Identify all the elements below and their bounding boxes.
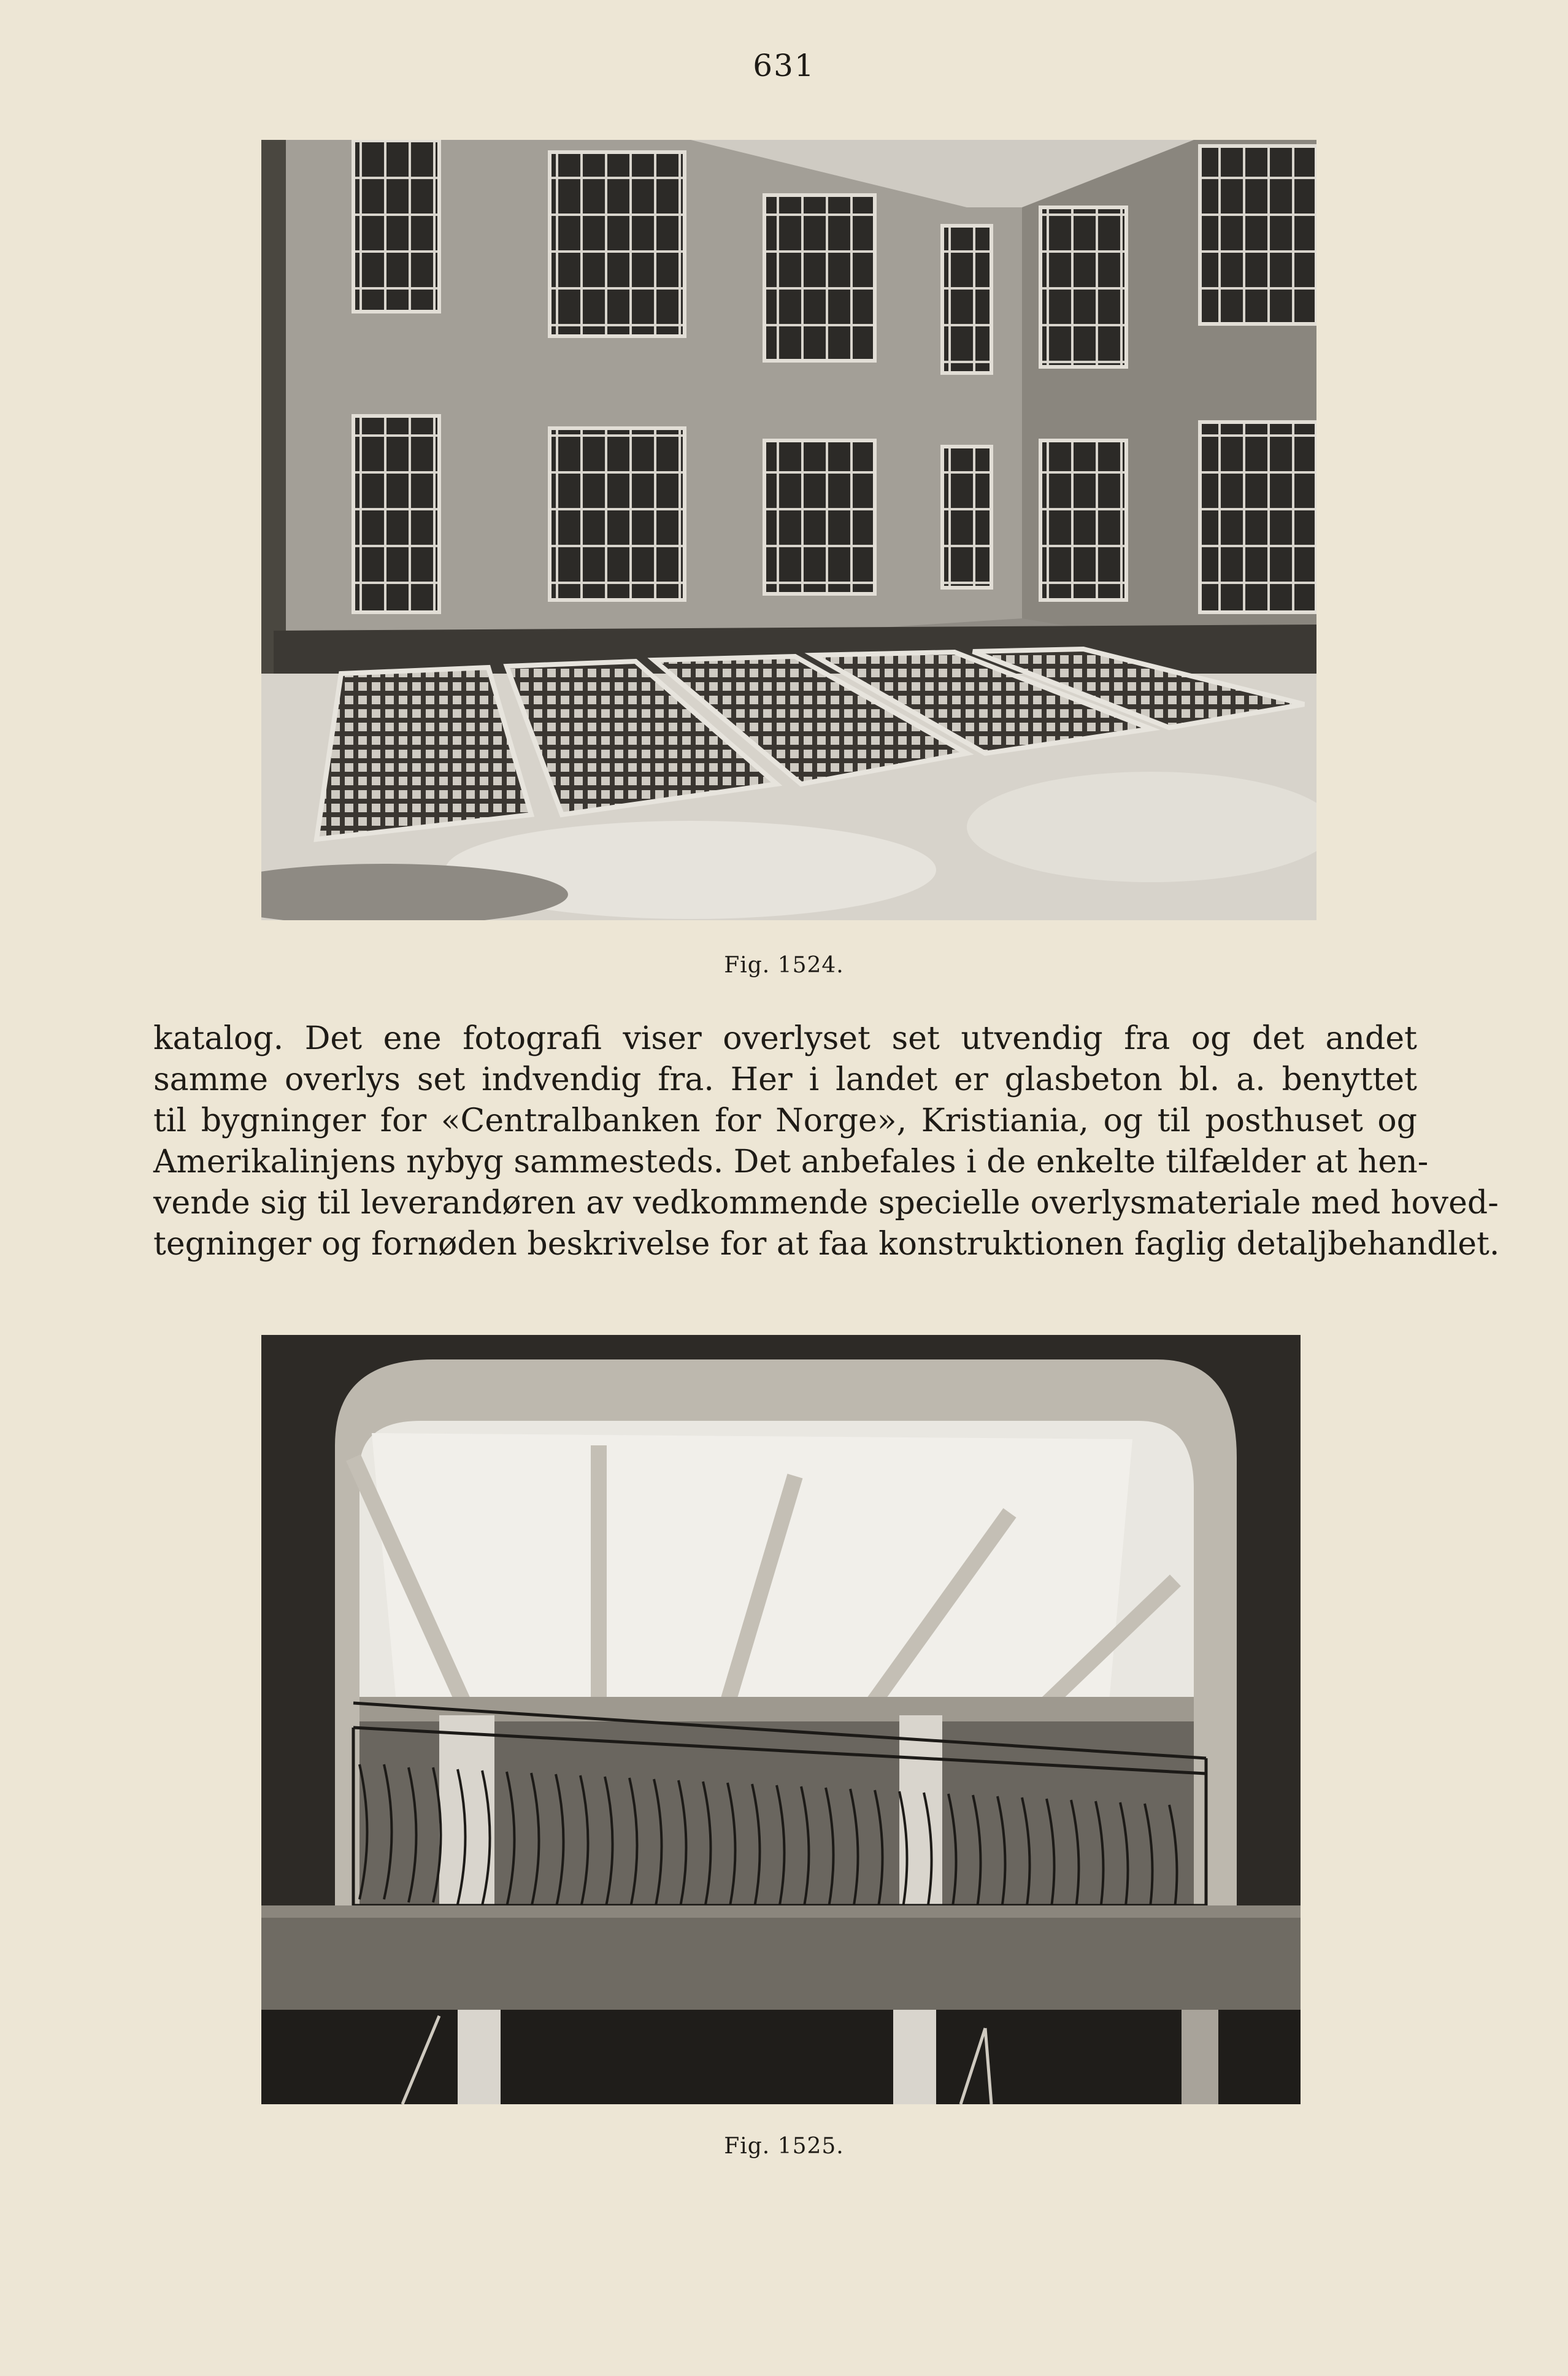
body-line: vende sig til leverandøren av vedkommende specielle overlysmateriale med hoved- xyxy=(153,1185,1499,1221)
figure-1524-photo xyxy=(261,140,1316,920)
page-number: 631 xyxy=(753,48,815,83)
figure-1525-caption: Fig. 1525. xyxy=(724,2134,844,2159)
body-line: katalog. Det ene fotografi viser overlyset set utvendig fra og det andet xyxy=(153,1020,1417,1057)
figure-1525-photo xyxy=(261,1335,1301,2104)
body-line: tegninger og fornøden beskrivelse for at faa konstruktionen faglig detaljbehandlet. xyxy=(153,1226,1500,1263)
body-line: Amerikalinjens nybyg sammesteds. Det anbefales i de enkelte tilfælder at hen- xyxy=(153,1144,1429,1180)
figure-1524-caption: Fig. 1524. xyxy=(724,953,844,978)
body-line: til bygninger for «Centralbanken for Norge», Kristiania, og til posthuset og xyxy=(153,1102,1417,1139)
body-line: samme overlys set indvendig fra. Her i landet er glasbeton bl. a. benyttet xyxy=(153,1061,1417,1098)
body-paragraph xyxy=(153,1018,1500,1265)
